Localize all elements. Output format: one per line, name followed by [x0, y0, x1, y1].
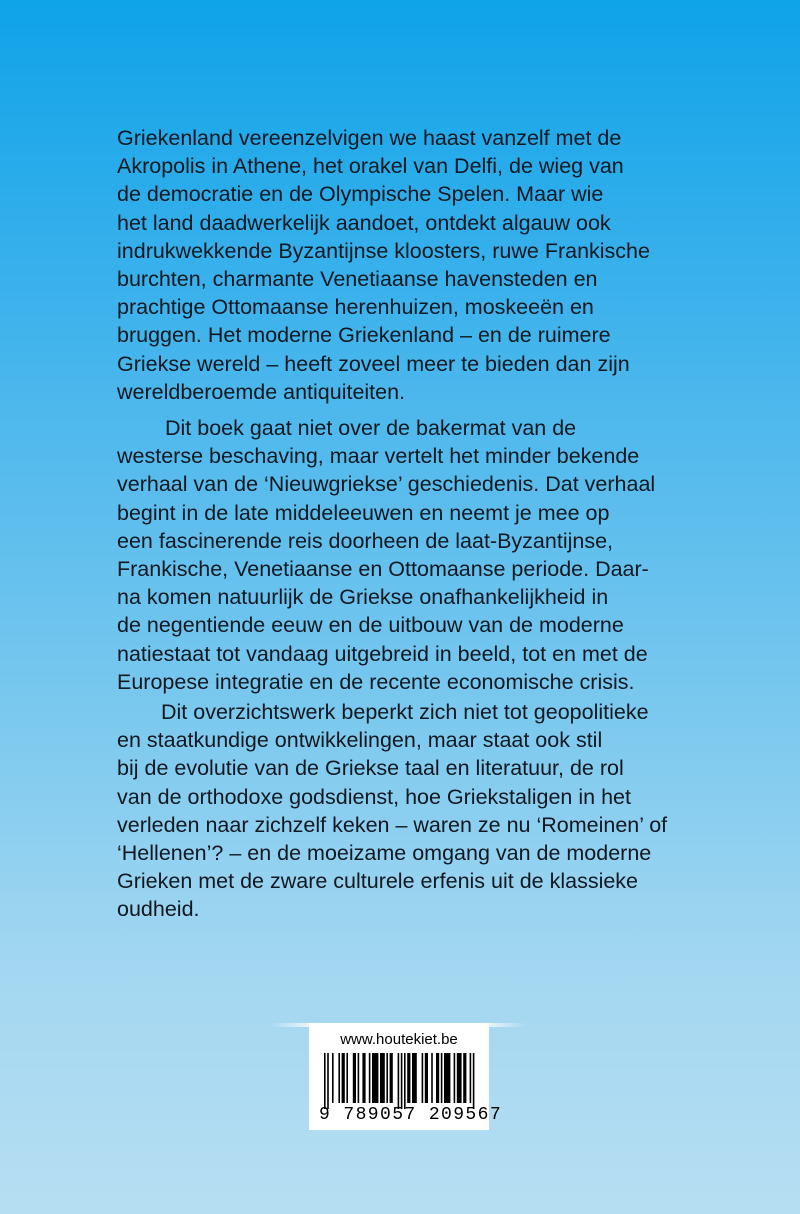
blurb-line: Griekse wereld – heeft zoveel meer te bieden dan zijn: [117, 351, 630, 376]
barcode-bar: [407, 1053, 410, 1103]
blurb-line: westerse beschaving, maar vertelt het minder bekende: [117, 444, 640, 469]
barcode-bar: [444, 1053, 450, 1103]
barcode-bar: [436, 1053, 439, 1103]
blurb-line: verleden naar zichzelf keken – waren ze nu ‘Romeinen’ of: [117, 812, 668, 837]
barcode-bar: [332, 1053, 334, 1103]
barcode-bar: [404, 1053, 406, 1109]
barcode-bar: [398, 1053, 400, 1109]
blurb-line: van de orthodoxe godsdienst, hoe Griekstaligen in het: [117, 784, 631, 809]
blurb-line: de democratie en de Olympische Spelen. Maar wie: [117, 182, 604, 207]
barcode-bar: [390, 1053, 393, 1103]
barcode-bar: [473, 1053, 475, 1109]
barcode-bar: [338, 1053, 340, 1103]
blurb-line: Dit boek gaat niet over de bakermat van de: [165, 416, 577, 441]
barcode-bars-icon: [324, 1053, 476, 1109]
barcode-bar: [380, 1053, 385, 1103]
barcode-bar: [369, 1053, 371, 1103]
blurb-line: de negentiende eeuw en de uitbouw van de moderne: [117, 613, 624, 638]
barcode-bar: [457, 1053, 462, 1103]
blurb-paragraph-3: [117, 698, 717, 924]
blurb-line: Akropolis in Athene, het orakel van Delfi, de wieg van: [117, 154, 624, 179]
blurb-line: oudheid.: [117, 897, 200, 922]
barcode-bar: [342, 1053, 345, 1103]
barcode-bar: [422, 1053, 424, 1103]
isbn-barcode-panel: [309, 1023, 503, 1130]
blurb-line: verhaal van de ‘Nieuwgriekse’ geschiedenis. Dat verhaal: [117, 472, 656, 497]
barcode-bar: [463, 1053, 466, 1103]
blurb-line: wereldberoemde antiquiteiten.: [117, 379, 406, 404]
barcode-bar: [386, 1053, 388, 1103]
blurb-line: begint in de late middeleeuwen en neemt je mee op: [117, 500, 610, 525]
barcode-bar: [425, 1053, 428, 1103]
blurb-line: Dit overzichtswerk beperkt zich niet tot geopolitieke: [161, 700, 649, 725]
blurb-paragraph-2: [117, 414, 717, 696]
barcode-bar: [431, 1053, 433, 1103]
barcode-bar: [358, 1053, 360, 1103]
blurb-line: na komen natuurlijk de Griekse onafhankelijkheid in: [117, 585, 609, 610]
barcode-bar: [372, 1053, 378, 1103]
blurb-line: indrukwekkende Byzantijnse kloosters, ruwe Frankische: [117, 238, 650, 263]
blurb-line: bruggen. Het moderne Griekenland – en de ruimere: [117, 323, 611, 348]
barcode-bar: [412, 1053, 417, 1103]
barcode-bar: [346, 1053, 348, 1103]
blurb-line: Griekenland vereenzelvigen we haast vanzelf met de: [117, 126, 622, 150]
barcode-bar: [454, 1053, 456, 1103]
blurb-line: Frankische, Venetiaanse en Ottomaanse periode. Daar-: [117, 557, 649, 582]
barcode-bar: [324, 1053, 326, 1109]
blurb-line: een fascinerende reis doorheen de laat-Byzantijnse,: [117, 528, 614, 553]
blurb-line: Europese integratie en de recente economische crisis.: [117, 669, 635, 694]
blurb-line: prachtige Ottomaanse herenhuizen, moskeeën en: [117, 295, 594, 320]
barcode-bar: [362, 1053, 365, 1103]
back-cover-blurb: [117, 124, 717, 924]
blurb-line: ‘Hellenen’? – en de moeizame omgang van de moderne: [117, 841, 652, 866]
barcode-bar: [327, 1053, 329, 1109]
blurb-line: Grieken met de zware culturele erfenis uit de klassieke: [117, 869, 639, 894]
barcode-bar: [441, 1053, 443, 1103]
barcode-bar: [401, 1053, 403, 1109]
blurb-paragraph-1: [117, 124, 717, 406]
blurb-line: bij de evolutie van de Griekse taal en literatuur, de rol: [117, 756, 624, 781]
barcode-bar: [470, 1053, 472, 1103]
blurb-line: natiestaat tot vandaag uitgebreid in beeld, tot en met de: [117, 641, 648, 666]
blurb-line: en staatkundige ontwikkelingen, maar staat ook stil: [117, 728, 603, 753]
barcode-bar: [353, 1053, 356, 1103]
blurb-line: burchten, charmante Venetiaanse havensteden en: [117, 267, 598, 292]
blurb-line: het land daadwerkelijk aandoet, ontdekt algauw ook: [117, 210, 611, 235]
isbn-number: 9 789057 209567: [319, 1105, 503, 1125]
publisher-url: www.houtekiet.be: [340, 1031, 458, 1048]
